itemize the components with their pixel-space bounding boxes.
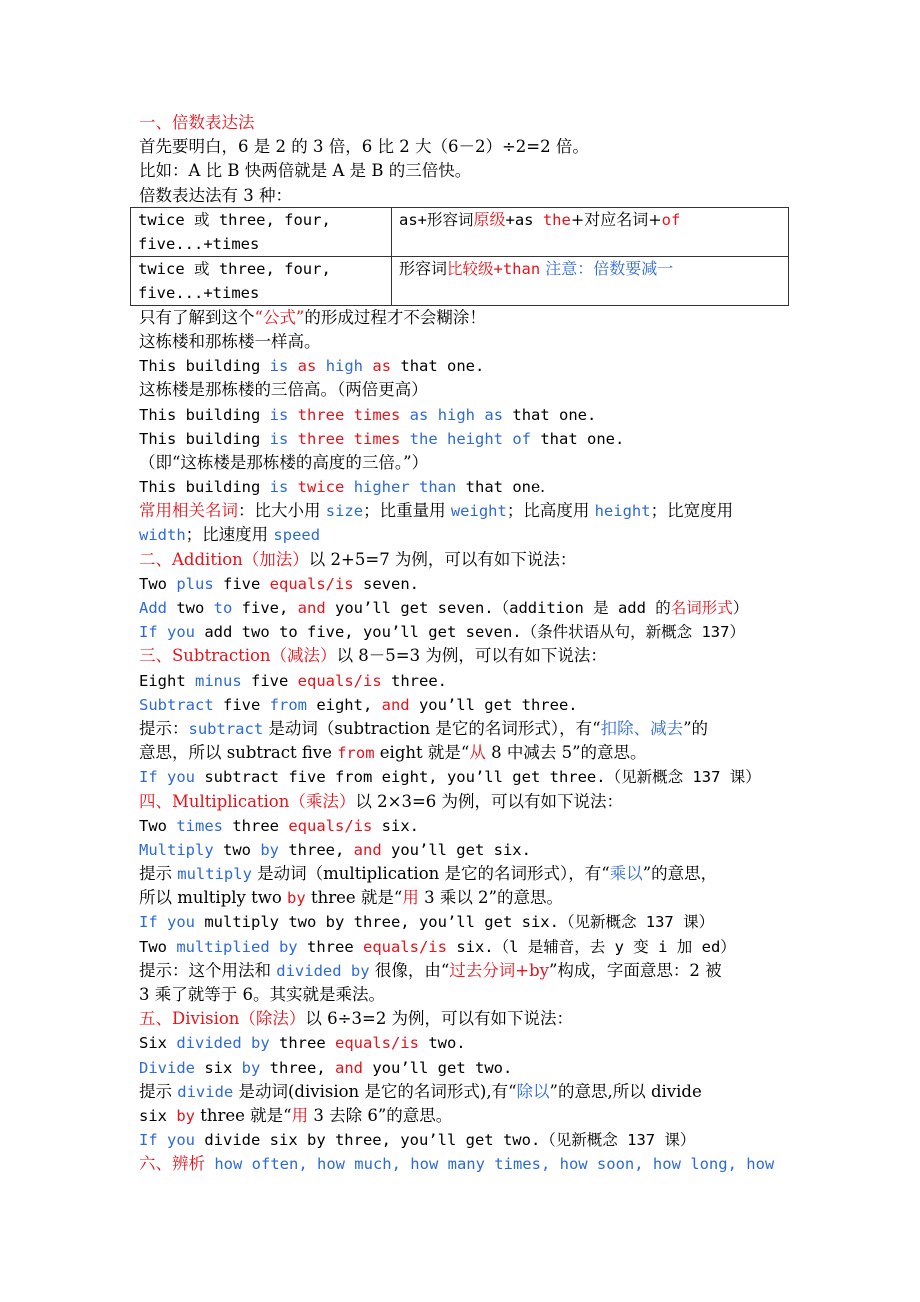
example-line: Multiply two by three, and you’ll get six. [139, 840, 531, 859]
example-line: Subtract five from eight, and you’ll get three. [139, 695, 578, 714]
text-line: （即“这栋楼是那栋楼的高度的三倍。”） [139, 452, 429, 472]
example-line: Six divided by three equals/is two. [139, 1034, 466, 1053]
text-line: 提示 multiply 是动词（multiplication 是它的名词形式），有“乘以”的意思， [139, 864, 718, 884]
text-line: 首先要明白，6 是 2 的 3 倍，6 比 2 大（6－2）÷2=2 倍。 [139, 137, 589, 157]
heading-multiplication: 四、Multiplication（乘法）以 2×3=6 为例，可以有如下说法： [139, 791, 624, 811]
heading-division: 五、Division（除法）以 6÷3=2 为例，可以有如下说法： [139, 1009, 574, 1029]
heading-multiples: 一、倍数表达法 [139, 113, 255, 132]
example-line: If you add two to five, you’ll get seven.（条件状语从句，新概念 137） [139, 623, 745, 642]
example-line: Two plus five equals/is seven. [139, 574, 419, 593]
example-line: If you divide six by three, you’ll get two.（见新概念 137 课） [139, 1131, 696, 1150]
example-line: Eight minus five equals/is three. [139, 671, 447, 690]
text-line: 意思，所以 subtract five from eight 就是“从 8 中减去 5”的意思。 [139, 743, 647, 763]
document-page [139, 111, 789, 1177]
text-line: 只有了解到这个“公式”的形成过程才不会糊涂！ [139, 307, 486, 327]
heading-addition: 二、Addition（加法）以 2+5=7 为例，可以有如下说法： [139, 549, 577, 569]
example-line: If you multiply two by three, you’ll get six.（见新概念 137 课） [139, 913, 715, 932]
table-cell: twice 或 three, four, five...+times [131, 257, 392, 306]
text-line: 比如：A 比 B 快两倍就是 A 是 B 的三倍快。 [139, 161, 472, 181]
example-line: Two multiplied by three equals/is six.（l 是辅音，去 y 变 i 加 ed） [139, 937, 736, 956]
example-line: This building is three times as high as that one. [139, 405, 597, 424]
text-line: 提示：这个用法和 divided by 很像，由“过去分词+by”构成，字面意思：2 被 [139, 960, 722, 980]
example-line: This building is as high as that one. [139, 357, 485, 376]
heading-subtraction: 三、Subtraction（减法）以 8－5=3 为例，可以有如下说法： [139, 646, 607, 666]
text-line: 所以 multiply two by three 就是“用 3 乘以 2”的意思。 [139, 888, 563, 908]
example-line: This building is twice higher than that one. [139, 478, 546, 497]
table-cell: 形容词比较级+than 注意：倍数要减一 [392, 257, 789, 306]
text-line: 提示 divide 是动词(division 是它的名词形式),有“除以”的意思,所以 divide [139, 1081, 702, 1101]
text-line: 这栋楼和那栋楼一样高。 [139, 331, 321, 351]
text-line: 倍数表达法有 3 种： [139, 185, 292, 205]
example-line: Two times three equals/is six. [139, 816, 419, 835]
example-line: This building is three times the height of that one. [139, 429, 625, 448]
text-line: width；比速度用 speed [139, 525, 321, 545]
text-line: 这栋楼是那栋楼的三倍高。（两倍更高） [139, 380, 428, 400]
text-line: 3 乘了就等于 6。其实就是乘法。 [139, 985, 385, 1004]
multiples-table [130, 207, 789, 306]
heading-distinguish: 六、辨析 how often, how much, how many times, how soon, how long, how [139, 1154, 775, 1174]
table-cell: twice 或 three, four, five...+times [131, 208, 392, 257]
example-line: Divide six by three, and you’ll get two. [139, 1058, 513, 1077]
text-line: six by three 就是“用 3 去除 6”的意思。 [139, 1105, 453, 1125]
table-row [131, 257, 789, 306]
table-cell: as+形容词原级+as the+对应名词+of [392, 208, 789, 257]
table-row [131, 208, 789, 257]
text-line: 提示：subtract 是动词（subtraction 是它的名词形式），有“扣除、减去”的 [139, 718, 708, 738]
text-line: 常用相关名词：比大小用 size；比重量用 weight；比高度用 height；比宽度用 [139, 501, 734, 521]
example-line: Add two to five, and you’ll get seven.（addition 是 add 的名词形式） [139, 599, 749, 617]
example-line: If you subtract five from eight, you’ll get three.（见新概念 137 课） [139, 768, 761, 787]
